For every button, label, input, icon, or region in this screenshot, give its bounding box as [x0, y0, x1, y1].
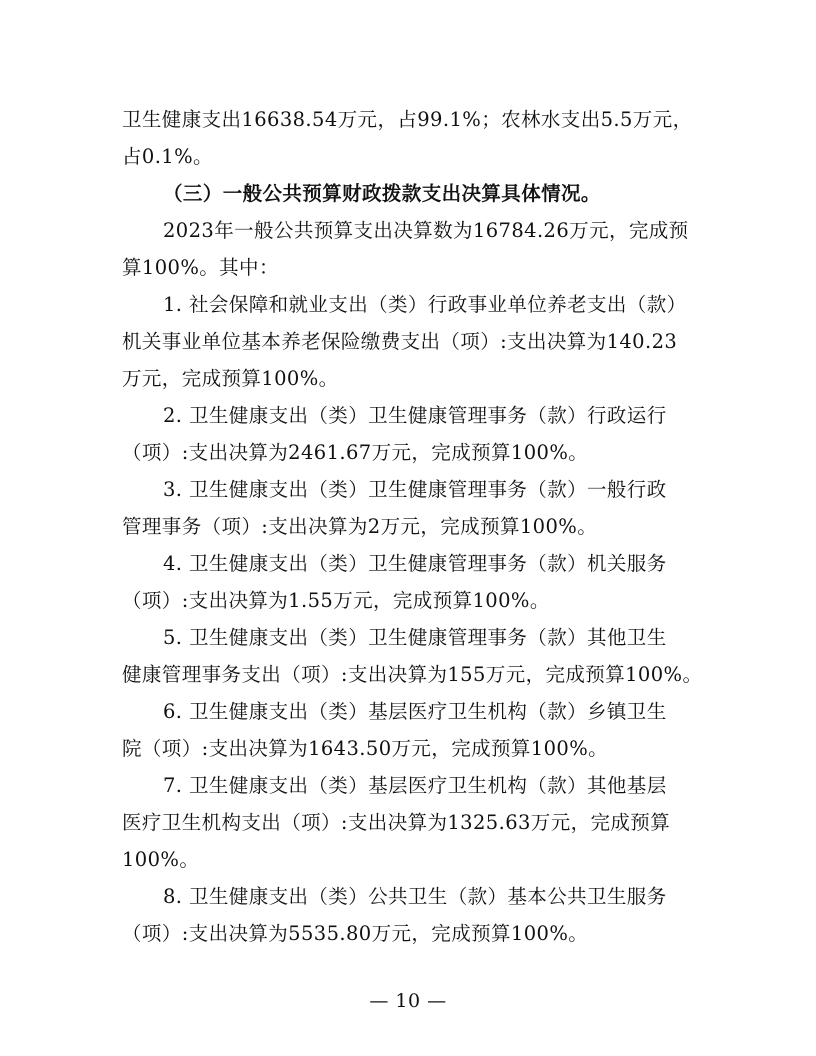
paragraph-line: 算100%。其中：: [122, 256, 279, 279]
list-item-line: 7. 卫生健康支出（类）基层医疗卫生机构（款）其他基层: [163, 774, 667, 797]
list-item-line: 5. 卫生健康支出（类）卫生健康管理事务（款）其他卫生: [163, 626, 667, 649]
list-item-line: （项）:支出决算为2461.67万元，完成预算100%。: [122, 441, 589, 464]
list-item-line: 4. 卫生健康支出（类）卫生健康管理事务（款）机关服务: [163, 552, 667, 575]
list-item-line: （项）:支出决算为5535.80万元，完成预算100%。: [122, 922, 589, 945]
list-item-line: 1. 社会保障和就业支出（类）行政事业单位养老支出（款）: [163, 293, 687, 316]
list-item-line: 6. 卫生健康支出（类）基层医疗卫生机构（款）乡镇卫生: [163, 700, 667, 723]
list-item-line: 3. 卫生健康支出（类）卫生健康管理事务（款）一般行政: [163, 478, 667, 501]
list-item-line: 管理事务（项）:支出决算为2万元，完成预算100%。: [122, 515, 598, 538]
paragraph-line: 占0.1%。: [122, 145, 213, 168]
list-item-line: 机关事业单位基本养老保险缴费支出（项）:支出决算为140.23: [122, 330, 678, 353]
list-item-line: 100%。: [122, 848, 200, 871]
section-heading: （三）一般公共预算财政拨款支出决算具体情况。: [163, 182, 601, 205]
list-item-line: 2. 卫生健康支出（类）卫生健康管理事务（款）行政运行: [163, 404, 667, 427]
list-item-line: 院（项）:支出决算为1643.50万元，完成预算100%。: [122, 737, 609, 760]
list-item-line: 万元，完成预算100%。: [122, 367, 339, 390]
list-item-line: 医疗卫生机构支出（项）:支出决算为1325.63万元，完成预算: [122, 811, 671, 834]
paragraph-line: 2023年一般公共预算支出决算数为16784.26万元，完成预: [163, 219, 689, 242]
body-text: [122, 101, 703, 952]
list-item-line: （项）:支出决算为1.55万元，完成预算100%。: [122, 589, 550, 612]
page-number: — 10 —: [369, 990, 447, 1012]
list-item-line: 8. 卫生健康支出（类）公共卫生（款）基本公共卫生服务: [163, 885, 667, 908]
paragraph-line: 卫生健康支出16638.54万元，占99.1%；农林水支出5.5万元，: [122, 108, 693, 131]
list-item-line: 健康管理事务支出（项）:支出决算为155万元，完成预算100%。: [122, 663, 703, 686]
